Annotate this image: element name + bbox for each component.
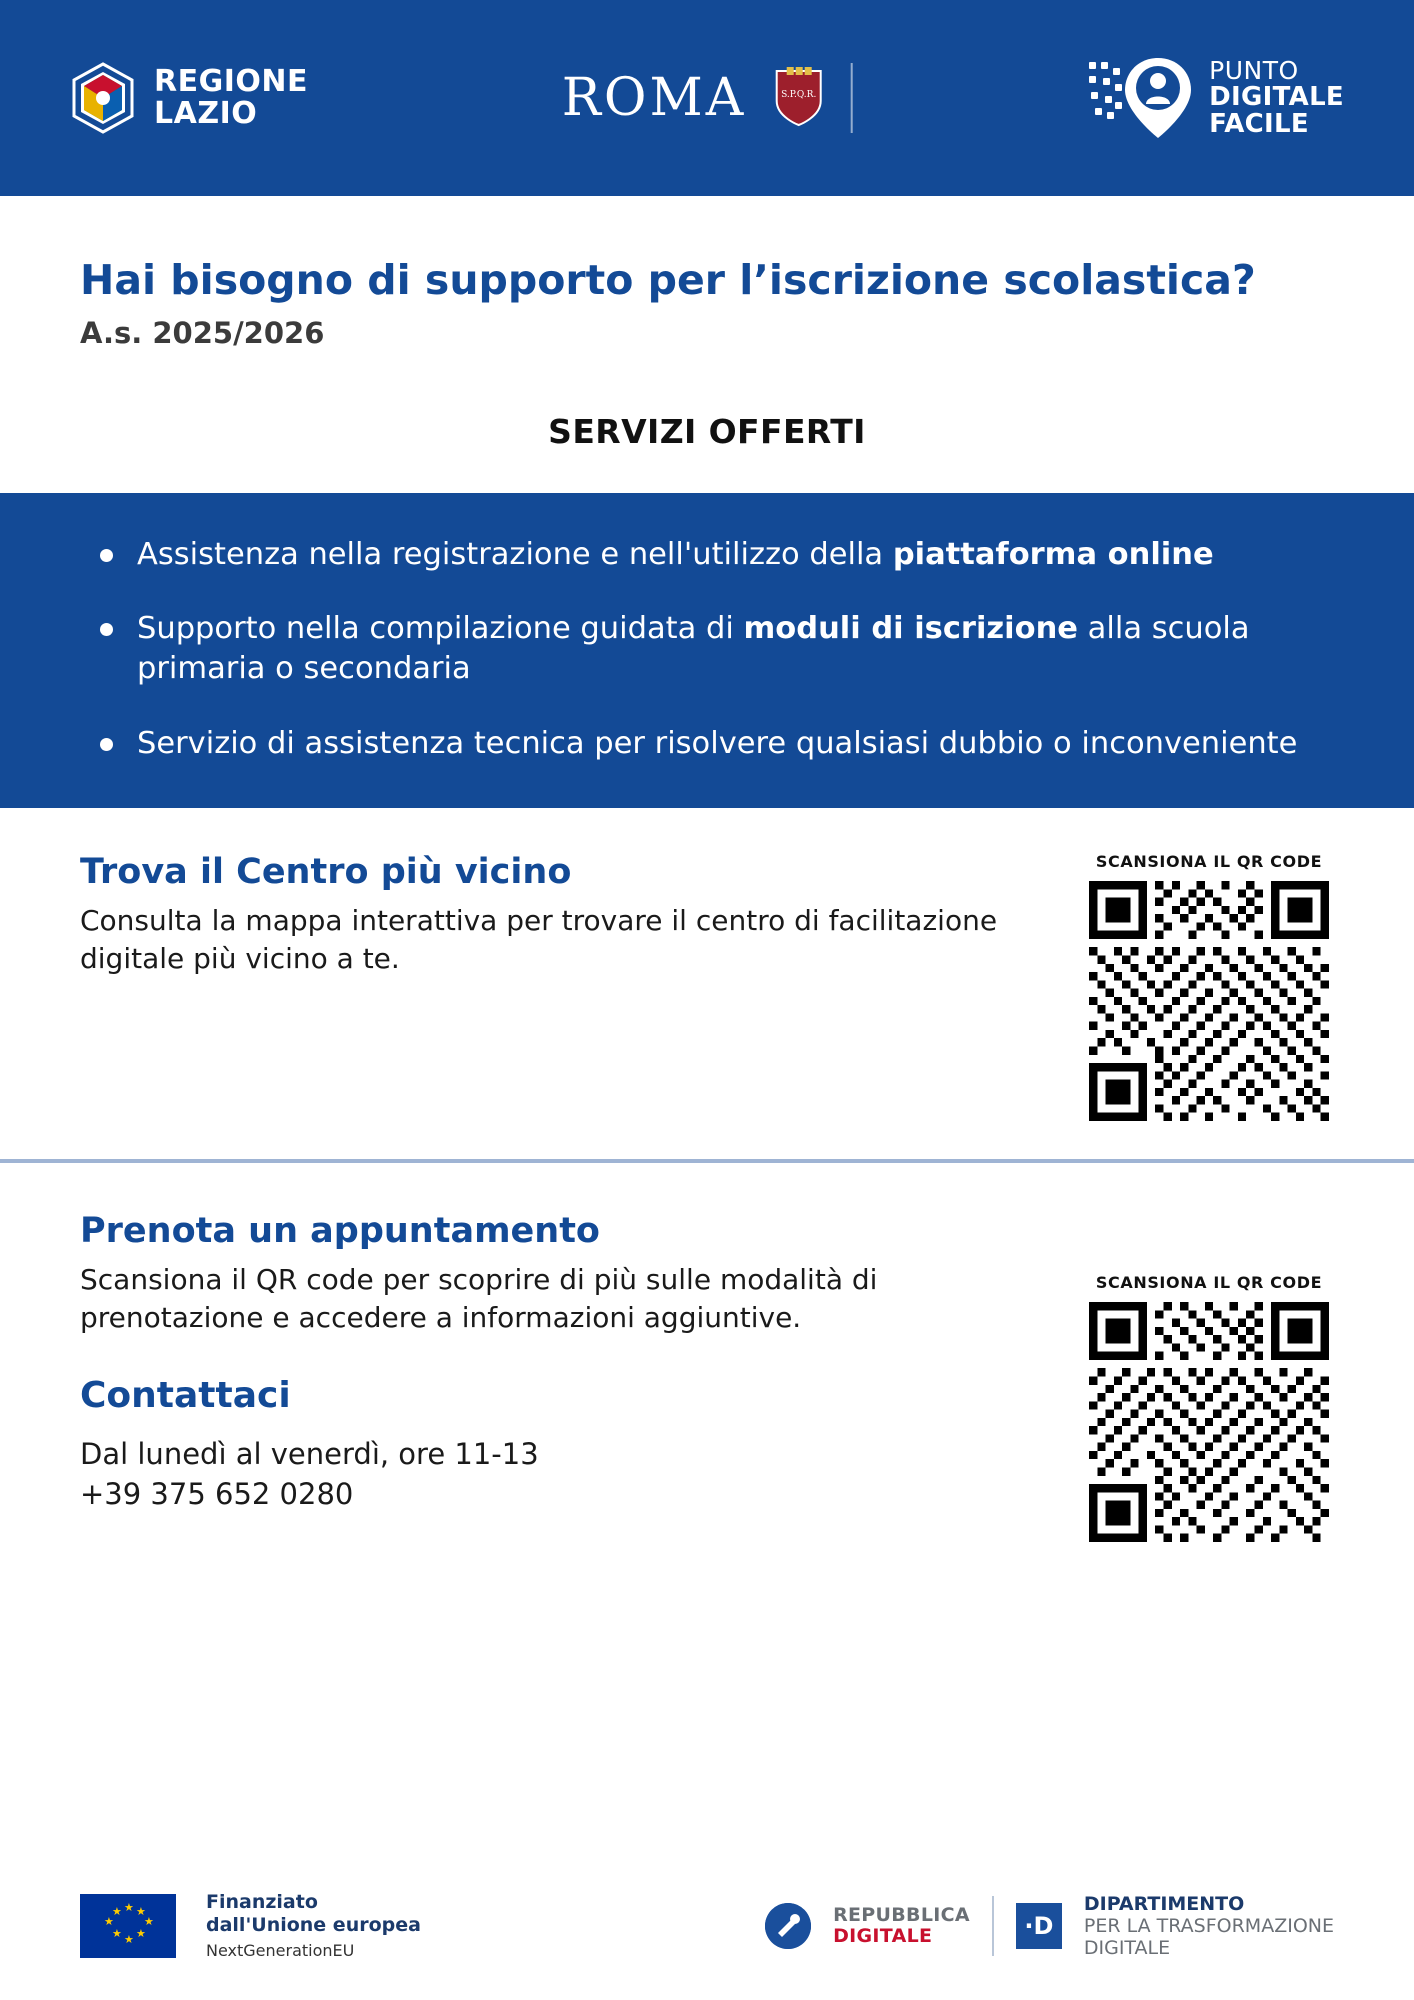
dip-line-1: DIPARTIMENTO	[1083, 1892, 1245, 1915]
services-panel	[0, 493, 1414, 808]
dip-line-3: DIGITALE	[1083, 1936, 1171, 1959]
list-item	[80, 609, 1334, 690]
repubblica-digitale-wordmark	[833, 1905, 970, 1947]
page-title: Hai bisogno di supporto per l’iscrizione scolastica?	[80, 256, 1256, 304]
services-heading: SERVIZI OFFERTI	[548, 411, 866, 451]
list-item	[80, 535, 1334, 575]
find-center-title: Trova il Centro più vicino	[80, 851, 572, 892]
service-text	[137, 535, 1214, 575]
dipartimento-badge-icon: ·D	[1016, 1903, 1062, 1949]
roma-wordmark: ROMA	[561, 68, 747, 128]
location-pin-icon	[1121, 54, 1195, 142]
eu-funding-text	[206, 1891, 421, 1960]
pixel-dots-decoration	[1089, 62, 1123, 122]
service-text	[137, 724, 1297, 764]
rd-line-1: REPUBBLICA	[833, 1903, 970, 1926]
school-year-subtitle: A.s. 2025/2026	[80, 315, 325, 350]
booking-contact-section	[0, 1163, 1414, 1552]
dip-line-2: PER LA TRASFORMAZIONE	[1083, 1914, 1334, 1937]
service-1-pre: Assistenza nella registrazione e nell'utilizzo della	[137, 536, 893, 572]
find-center-qr-block	[1084, 852, 1334, 1121]
bullet-icon	[100, 549, 113, 562]
title-block	[0, 196, 1414, 451]
booking-title: Prenota un appuntamento	[80, 1210, 600, 1251]
eu-line-3: NextGenerationEU	[206, 1940, 355, 1960]
regione-lazio-wordmark	[154, 63, 308, 131]
qr-code-booking[interactable]	[1089, 1302, 1329, 1542]
booking-qr-block	[1084, 1211, 1334, 1542]
service-3-pre: Servizio di assistenza tecnica per risolvere qualsiasi dubbio o inconveniente	[137, 725, 1298, 761]
punto-digitale-facile-wordmark	[1209, 55, 1344, 139]
booking-contact-text	[80, 1211, 1084, 1542]
regione-lazio-logo	[70, 62, 308, 134]
regione-line-1: REGIONE	[154, 63, 308, 99]
eu-flag-icon: ★ ★ ★ ★ ★ ★ ★ ★	[80, 1894, 176, 1958]
rd-line-2: DIGITALE	[833, 1924, 933, 1947]
dipartimento-wordmark	[1084, 1893, 1334, 1959]
service-text	[137, 609, 1334, 690]
qr-label: SCANSIONA IL QR CODE	[1095, 851, 1323, 871]
qr-label: SCANSIONA IL QR CODE	[1095, 1272, 1323, 1292]
contact-phone[interactable]: +39 375 652 0280	[80, 1477, 354, 1512]
find-center-section	[0, 808, 1414, 1159]
eu-line-2: dall'Unione europea	[206, 1914, 421, 1937]
contact-title: Contattaci	[80, 1375, 291, 1417]
find-center-text	[80, 852, 1084, 1121]
svg-text:S.P.Q.R.: S.P.Q.R.	[780, 90, 816, 100]
punto-digitale-facile-logo	[1121, 54, 1344, 142]
header-divider	[850, 63, 852, 133]
repubblica-digitale-icon	[765, 1903, 811, 1949]
poster-header	[0, 0, 1414, 196]
poster-footer	[0, 1865, 1414, 2000]
list-item	[80, 724, 1334, 764]
roma-shield-icon	[772, 67, 824, 129]
regione-line-2: LAZIO	[154, 96, 258, 131]
service-2-post: alla scuola primaria o secondaria	[137, 611, 1250, 687]
regione-lazio-emblem-icon	[70, 62, 136, 134]
find-center-body: Consulta la mappa interattiva per trovare il centro di facilitazione digitale più vicino a te.	[80, 903, 998, 975]
pdf-line-3: FACILE	[1209, 109, 1309, 139]
contact-hours: Dal lunedì al venerdì, ore 11-13	[80, 1437, 539, 1472]
roma-logo	[562, 63, 853, 133]
eu-line-1: Finanziato	[206, 1891, 318, 1914]
booking-body: Scansiona il QR code per scoprire di più sulle modalità di prenotazione e accedere a informazioni aggiuntive.	[80, 1262, 878, 1334]
footer-divider	[992, 1896, 994, 1956]
service-2-bold: moduli di iscrizione	[743, 611, 1078, 647]
bullet-icon	[100, 738, 113, 751]
qr-code-find-center[interactable]	[1089, 881, 1329, 1121]
bullet-icon	[100, 623, 113, 636]
service-2-pre: Supporto nella compilazione guidata di	[137, 611, 744, 647]
pdf-line-1: PUNTO	[1209, 55, 1299, 85]
service-1-bold: piattaforma online	[892, 536, 1214, 572]
footer-logos	[765, 1893, 1334, 1959]
pdf-line-2: DIGITALE	[1209, 81, 1344, 112]
